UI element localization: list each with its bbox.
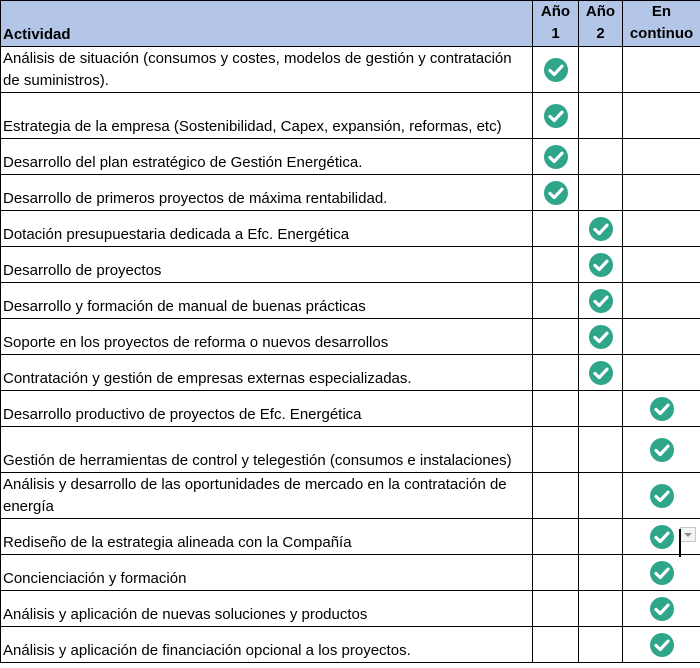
table-row — [1, 47, 700, 93]
header-year-2-number: 2 — [596, 25, 605, 42]
cell-continuous[interactable] — [623, 627, 700, 663]
cell-year2[interactable] — [579, 391, 623, 427]
header-year-1 — [533, 1, 579, 47]
check-circle-icon — [649, 596, 675, 622]
header-continuous-line2: continuo — [629, 25, 694, 42]
text-cursor — [679, 529, 681, 557]
check-circle-icon — [649, 632, 675, 658]
header-year-2-label: Año — [585, 3, 616, 20]
cell-year1[interactable] — [533, 427, 579, 473]
activity-cell[interactable]: Desarrollo y formación de manual de buenas prácticas — [1, 283, 533, 319]
cell-year2[interactable] — [579, 355, 623, 391]
cell-year2[interactable] — [579, 627, 623, 663]
table-row — [1, 175, 700, 211]
cell-continuous[interactable] — [623, 211, 700, 247]
cell-continuous[interactable] — [623, 175, 700, 211]
check-circle-icon — [649, 560, 675, 586]
activity-cell[interactable]: Análisis y desarrollo de las oportunidades de mercado en la contratación de energía — [1, 473, 533, 519]
cell-year1[interactable] — [533, 519, 579, 555]
cell-year2[interactable] — [579, 591, 623, 627]
cell-continuous[interactable] — [623, 139, 700, 175]
header-year-1-number: 1 — [551, 25, 560, 42]
cell-year1[interactable] — [533, 283, 579, 319]
activity-cell[interactable]: Desarrollo productivo de proyectos de Efc. Energética — [1, 391, 533, 427]
cell-year1[interactable] — [533, 139, 579, 175]
activity-cell[interactable]: Rediseño de la estrategia alineada con la Compañía — [1, 519, 533, 555]
cell-continuous[interactable] — [623, 283, 700, 319]
cell-continuous[interactable] — [623, 355, 700, 391]
table-row — [1, 355, 700, 391]
cell-year1[interactable] — [533, 211, 579, 247]
table-row — [1, 139, 700, 175]
cell-year2[interactable] — [579, 473, 623, 519]
cell-year2[interactable] — [579, 211, 623, 247]
cell-continuous[interactable] — [623, 427, 700, 473]
cell-year2[interactable] — [579, 555, 623, 591]
cell-year1[interactable] — [533, 93, 579, 139]
activity-cell[interactable]: Concienciación y formación — [1, 555, 533, 591]
header-continuous — [623, 1, 700, 47]
activity-cell[interactable]: Contratación y gestión de empresas externas especializadas. — [1, 355, 533, 391]
cell-year1[interactable] — [533, 355, 579, 391]
cell-continuous[interactable] — [623, 247, 700, 283]
check-circle-icon — [649, 483, 675, 509]
cell-year1[interactable] — [533, 47, 579, 93]
table-row — [1, 591, 700, 627]
cell-year1[interactable] — [533, 555, 579, 591]
table-row — [1, 247, 700, 283]
cell-year1[interactable] — [533, 319, 579, 355]
cell-year1[interactable] — [533, 247, 579, 283]
cell-year1[interactable] — [533, 627, 579, 663]
cell-continuous[interactable] — [623, 473, 700, 519]
check-circle-icon — [649, 437, 675, 463]
check-circle-icon — [649, 524, 675, 550]
activity-cell[interactable]: Análisis de situación (consumos y costes, modelos de gestión y contratación de suministros). — [1, 47, 533, 93]
table-row — [1, 93, 700, 139]
cell-continuous[interactable] — [623, 47, 700, 93]
check-circle-icon — [588, 216, 614, 242]
activity-cell[interactable]: Desarrollo de primeros proyectos de máxima rentabilidad. — [1, 175, 533, 211]
table-row — [1, 391, 700, 427]
table-row — [1, 627, 700, 663]
header-year-2 — [579, 1, 623, 47]
header-year-1-label: Año — [540, 3, 571, 20]
table-row — [1, 283, 700, 319]
check-circle-icon — [543, 180, 569, 206]
cell-year2[interactable] — [579, 519, 623, 555]
activity-cell[interactable]: Análisis y aplicación de nuevas soluciones y productos — [1, 591, 533, 627]
check-circle-icon — [588, 288, 614, 314]
cell-year2[interactable] — [579, 247, 623, 283]
header-row — [1, 1, 700, 47]
cell-year2[interactable] — [579, 139, 623, 175]
activity-cell[interactable]: Soporte en los proyectos de reforma o nuevos desarrollos — [1, 319, 533, 355]
activity-cell[interactable]: Dotación presupuestaria dedicada a Efc. Energética — [1, 211, 533, 247]
cell-year1[interactable] — [533, 591, 579, 627]
cell-year2[interactable] — [579, 319, 623, 355]
cell-year2[interactable] — [579, 283, 623, 319]
activity-cell[interactable]: Análisis y aplicación de financiación opcional a los proyectos. — [1, 627, 533, 663]
table-row — [1, 211, 700, 247]
table-row — [1, 427, 700, 473]
activity-cell[interactable]: Desarrollo del plan estratégico de Gestión Energética. — [1, 139, 533, 175]
header-activity: Actividad — [1, 1, 533, 47]
cell-continuous[interactable] — [623, 391, 700, 427]
check-circle-icon — [649, 396, 675, 422]
cell-continuous[interactable] — [623, 319, 700, 355]
cell-continuous[interactable] — [623, 555, 700, 591]
check-circle-icon — [543, 57, 569, 83]
cell-continuous[interactable] — [623, 93, 700, 139]
cell-year2[interactable] — [579, 175, 623, 211]
filter-dropdown-icon[interactable] — [680, 527, 696, 542]
cell-year2[interactable] — [579, 93, 623, 139]
cell-year2[interactable] — [579, 427, 623, 473]
cell-continuous[interactable] — [623, 591, 700, 627]
cell-year2[interactable] — [579, 47, 623, 93]
check-circle-icon — [543, 103, 569, 129]
activity-cell[interactable]: Desarrollo de proyectos — [1, 247, 533, 283]
check-circle-icon — [543, 144, 569, 170]
cell-year1[interactable] — [533, 391, 579, 427]
check-circle-icon — [588, 360, 614, 386]
check-circle-icon — [588, 324, 614, 350]
table-row — [1, 555, 700, 591]
table-row — [1, 319, 700, 355]
check-circle-icon — [588, 252, 614, 278]
table-row — [1, 519, 700, 555]
activity-cell[interactable]: Gestión de herramientas de control y telegestión (consumos e instalaciones) — [1, 427, 533, 473]
cell-year1[interactable] — [533, 473, 579, 519]
activity-cell[interactable]: Estrategia de la empresa (Sostenibilidad, Capex, expansión, reformas, etc) — [1, 93, 533, 139]
header-continuous-line1: En — [651, 3, 672, 20]
cell-year1[interactable] — [533, 175, 579, 211]
table-row — [1, 473, 700, 519]
